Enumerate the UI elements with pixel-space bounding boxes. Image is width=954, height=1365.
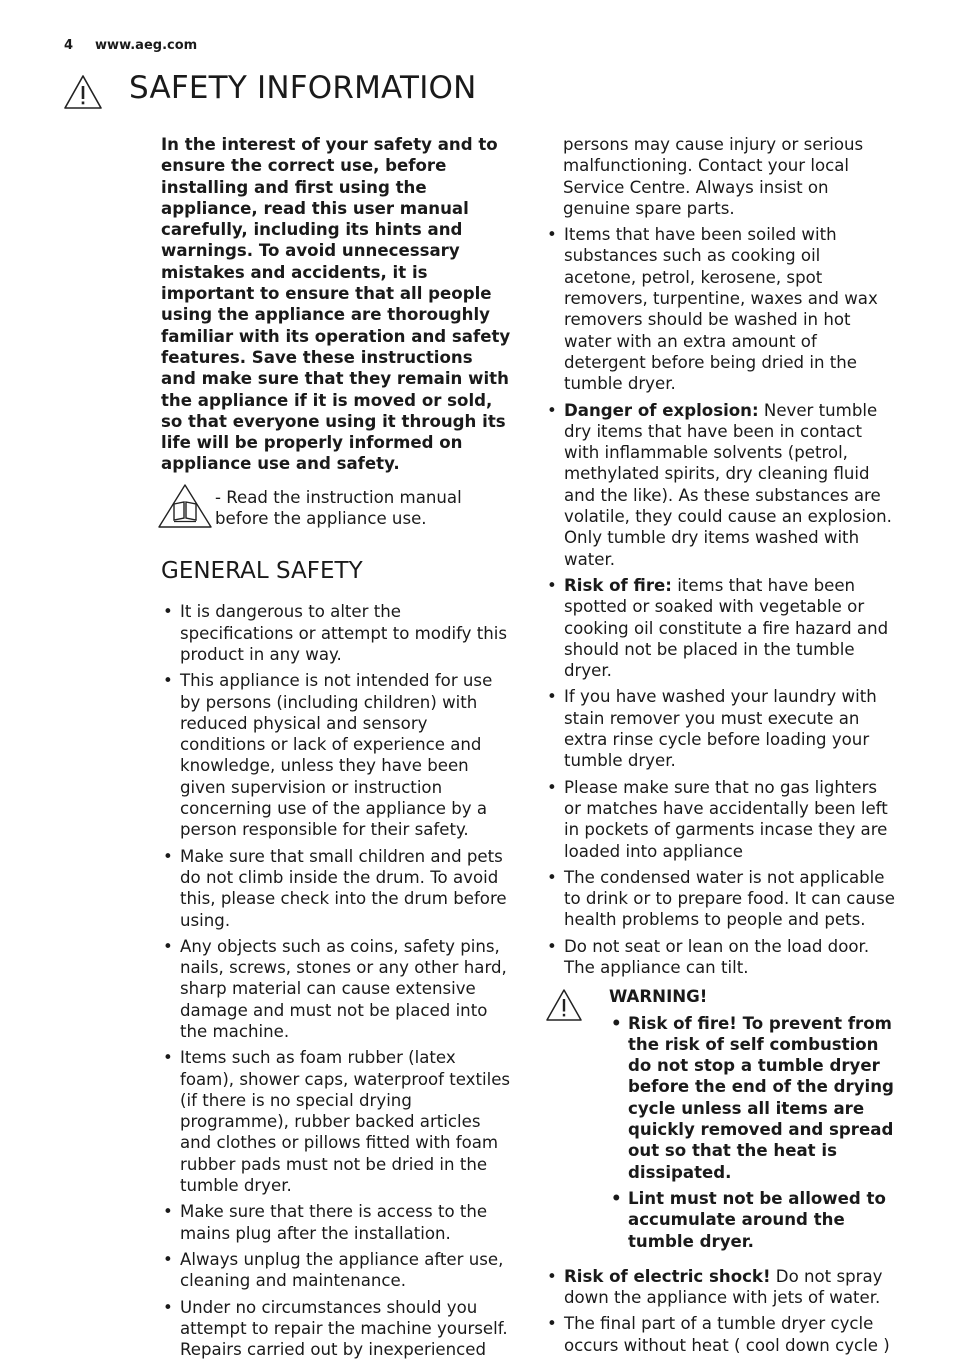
right-column [545,134,897,1361]
fire-text: items that have been spotted or soaked with vegetable or cooking oil constitute a fire hazard and should not be placed in the tumble dryer. [564,575,889,681]
shock-text: Do not spray down the appliance with jets of water. [564,1266,883,1308]
list-item [545,1266,897,1309]
list-item: • Risk of fire! To prevent from the risk of self combustion do not stop a tumble dryer before the end of the drying cycle unless all items are quickly removed and spread out so that the heat is dissipated. [609,1013,897,1183]
continuation-text: persons may cause injury or serious malfunctioning. Contact your local Service Centre. Always insist on genuine spare parts. [563,135,864,218]
instruction-manual-icon [157,483,213,529]
list-item: • Make sure that small children and pets do not climb inside the drum. To avoid this, please check into the drum before using. [161,846,513,931]
fire-label: Risk of fire: [564,575,672,595]
list-item: • If you have washed your laundry with stain remover you must execute an extra rinse cycle before loading your tumble dryer. [545,686,897,771]
explosion-text: Never tumble dry items that have been in contact with inflammable solvents (petrol, methylated spirits, dry cleaning fluid and the like). As these substances are volatile, they could cause an explosion. Only tumble dry items washed with water. [564,400,892,569]
list-item: • The final part of a tumble dryer cycle occurs without heat ( cool down cycle ) [545,1313,897,1356]
list-item: • Items that have been soiled with substances such as cooking oil acetone, petrol, kerosene, spot removers, turpentine, waxes and wax removers should be washed in hot water with an extra amount of detergent before being dried in the tumble dryer. [545,224,897,394]
list-item: • Do not seat or lean on the load door. The appliance can tilt. [545,936,897,979]
list-item: • The condensed water is not applicable to drink or to prepare food. It can cause health problems to people and pets. [545,867,897,931]
manual-note-text: - Read the instruction manual before the appliance use. [215,487,462,529]
page-number: 4 [64,38,74,53]
list-item: • Always unplug the appliance after use, cleaning and maintenance. [161,1249,513,1292]
website-link[interactable]: www.aeg.com [95,38,198,53]
list-item: • Lint must not be allowed to accumulate around the tumble dryer. [609,1188,897,1252]
general-safety-heading: GENERAL SAFETY [161,558,363,585]
warning-box [545,986,897,1252]
explosion-label: Danger of explosion: [564,400,759,420]
list-item: • Please make sure that no gas lighters or matches have accidentally been left in pockets of garments incase they are loaded into appliance [545,777,897,862]
list-item [545,400,897,570]
left-column [161,134,513,1365]
list-item: • Any objects such as coins, safety pins, nails, screws, stones or any other hard, sharp material can cause extensive damage and must not be placed into the machine. [161,936,513,1042]
warning-title: WARNING! [609,987,708,1007]
list-item: • Make sure that there is access to the mains plug after the installation. [161,1201,513,1244]
list-item: • It is dangerous to alter the specifications or attempt to modify this product in any way. [161,601,513,665]
warning-triangle-icon [545,988,583,1022]
list-item: • Under no circumstances should you attempt to repair the machine yourself. Repairs carried out by inexperienced [161,1297,513,1361]
page-title: SAFETY INFORMATION [129,70,477,106]
page-header [64,38,197,53]
safety-list-continued [545,224,897,978]
warning-list [609,1013,897,1252]
general-safety-list [161,601,513,1360]
manual-note [161,487,513,530]
list-item: • Items such as foam rubber (latex foam), shower caps, waterproof textiles (if there is no special drying programme), rubber backed articles and clothes or pillows fitted with foam rubber pads must not be dried in the tumble dryer. [161,1047,513,1196]
warning-triangle-icon [63,74,103,110]
safety-list-final [545,1266,897,1356]
list-item [545,575,897,681]
intro-paragraph: In the interest of your safety and to ensure the correct use, before installing and first using the appliance, read this user manual carefully, including its hints and warnings. To avoid unnecessary mistakes and accidents, it is important to ensure that all people using the appliance are thoroughly familiar with its operation and safety features. Save these instructions and make sure that they remain with the appliance if it is moved or sold, so that everyone using it through its life will be properly informed on appliance use and safety. [161,135,511,474]
shock-label: Risk of electric shock! [564,1266,771,1286]
list-item: • This appliance is not intended for use by persons (including children) with reduced physical and sensory conditions or lack of experience and knowledge, unless they have been given supervision or instruction concerning use of the appliance by a person responsible for their safety. [161,670,513,840]
